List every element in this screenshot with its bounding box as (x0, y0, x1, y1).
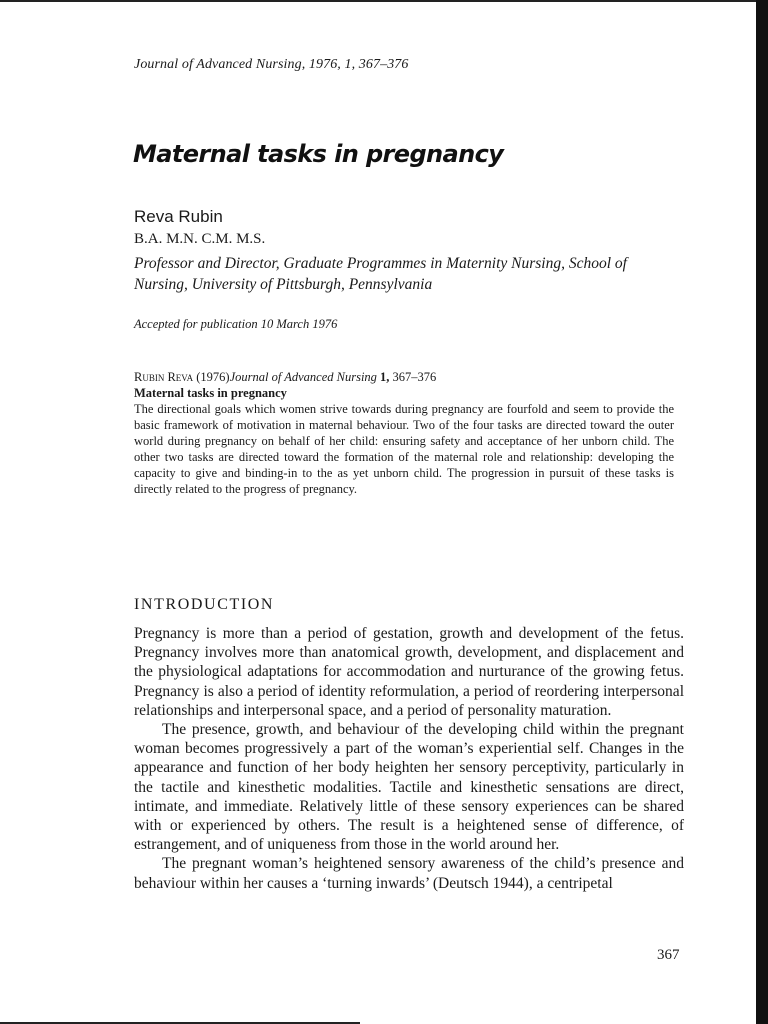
abstract-text: The directional goals which women strive towards during pregnancy are fourfold and seem to provide the basic framework of motivation in maternal behaviour. Two of the four tasks are directed toward the outer world during pregnancy on behalf of her child: ensuring safety and acceptance of her unborn child. The other two tasks are directed toward the formation of the maternal role and relationship: developing the capacity to give and binding-in to the as yet unborn child. The progression in pursuit of these tasks is directly related to the progress of pregnancy. (134, 402, 674, 496)
page-number: 367 (657, 947, 680, 963)
paragraph: Pregnancy is more than a period of gestation, growth and development of the fetus. Pregnancy involves more than anatomical growth, development, and displacement and the physiological adaptations for accommodation and nurturance of the growing fetus. Pregnancy is also a period of identity reformulation, a period of reordering interpersonal relationships and interpersonal space, and a period of personality maturation. (134, 625, 684, 719)
citation-year: (1976) (196, 370, 230, 384)
citation-pages: 367–376 (392, 370, 437, 384)
introduction-body (134, 624, 684, 893)
page-top-edge (0, 0, 768, 2)
article-title: Maternal tasks in pregnancy (133, 140, 504, 168)
author-affiliation: Professor and Director, Graduate Programmes in Maternity Nursing, School of Nursing, University of Pittsburgh, Pennsylvania (134, 255, 627, 293)
citation-journal: Journal of Advanced Nursing (229, 370, 377, 384)
citation-author: Rubin Reva (134, 370, 194, 384)
paragraph: The pregnant woman’s heightened sensory awareness of the child’s presence and behaviour within her causes a ‘turning inwards’ (Deutsch 1944), a centripetal (134, 855, 684, 892)
citation-volume: 1, (380, 370, 390, 384)
scan-border-right (756, 0, 768, 1024)
abstract-title: Maternal tasks in pregnancy (134, 386, 287, 400)
abstract-citation (134, 369, 674, 385)
author-degrees: B.A. M.N. C.M. M.S. (134, 231, 266, 247)
author-name: Reva Rubin (134, 207, 223, 226)
paragraph: The presence, growth, and behaviour of the developing child within the pregnant woman becomes progressively a part of the woman’s experiential self. Changes in the appearance and function of her body heighten her sensory perceptivity, particularly in the tactile and kinesthetic modalities. Tactile and kinesthetic sensations are direct, intimate, and immediate. Relatively little of these sensory experiences can be shared with or experienced by others. The result is a heightened sense of difference, of estrangement, and of uniqueness from those in the world around her. (134, 721, 684, 854)
running-header: Journal of Advanced Nursing, 1976, 1, 367–376 (134, 57, 409, 72)
section-heading: INTRODUCTION (134, 596, 275, 613)
acceptance-date: Accepted for publication 10 March 1976 (134, 317, 338, 331)
abstract-block (134, 369, 674, 497)
